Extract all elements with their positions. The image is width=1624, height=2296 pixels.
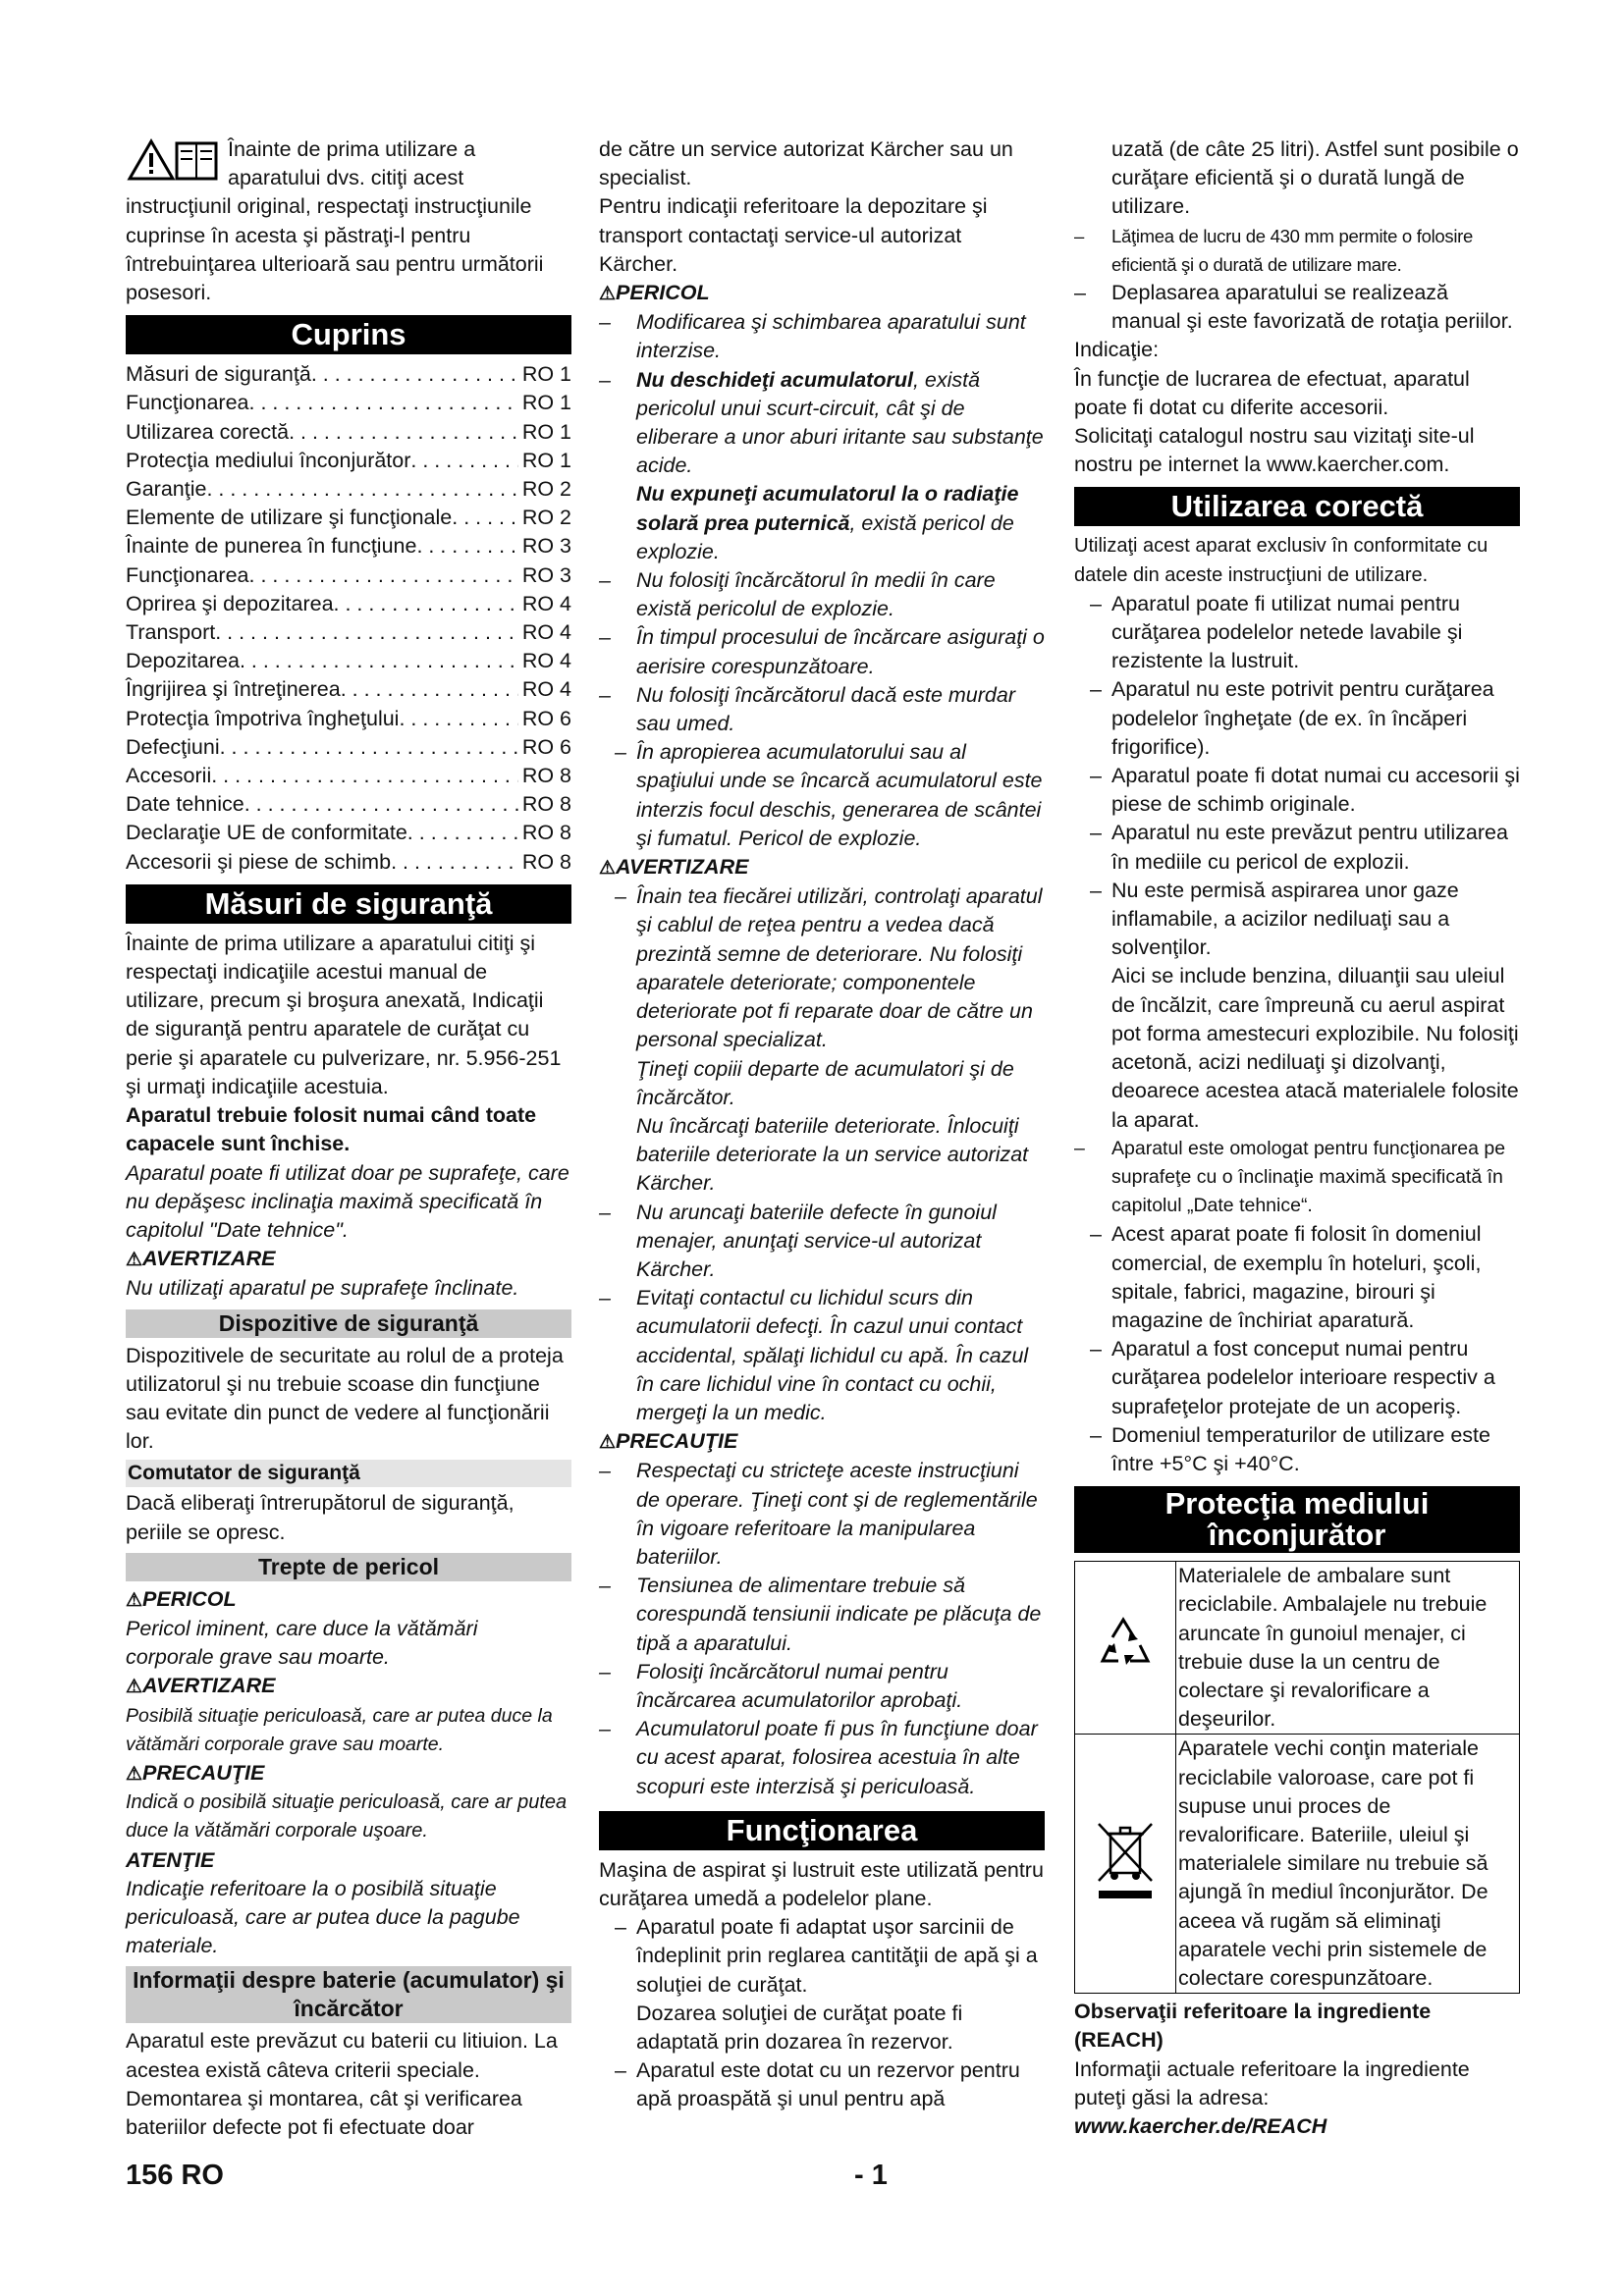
toc-item[interactable]	[126, 475, 571, 504]
toc-item-page: RO 1	[521, 419, 571, 444]
toc-leader	[407, 819, 518, 847]
toc-leader	[416, 532, 517, 561]
list-item-continuation: Nu expuneţi acumulatorul la o radiaţie solară prea puternică, există pericol de explozie.	[636, 482, 1019, 563]
page-number-left: 156 RO	[126, 2160, 224, 2191]
toc-item[interactable]	[126, 675, 571, 704]
toc-item-label: Înainte de punerea în funcţiune	[126, 534, 417, 559]
toc-item-label: Funcţionarea	[126, 391, 249, 415]
list-item: – Nu folosiţi încărcătorul dacă este murdar sau umed.	[599, 681, 1045, 738]
toc-item-label: Protecţia împotriva îngheţului	[126, 706, 400, 730]
toc-leader	[289, 418, 518, 447]
toc-leader	[311, 360, 518, 389]
recycle-cell	[1075, 1562, 1176, 1735]
safety-lids-note: Aparatul trebuie folosit numai când toate capacele sunt închise.	[126, 1103, 537, 1156]
toc-leader	[410, 447, 517, 475]
warning-triangle-icon: ⚠	[126, 1589, 143, 1611]
toc-item[interactable]	[126, 447, 571, 475]
toc-item-page: RO 8	[521, 821, 571, 845]
list-item: – Folosiţi încărcătorul numai pentru încărcarea acumulatorilor aprobaţi.	[599, 1658, 1045, 1715]
list-item: – Nu folosiţi încărcătorul în medii în care există pericolul de explozie.	[599, 566, 1045, 623]
warning-triangle-icon: ⚠	[126, 1250, 143, 1271]
toc-item-label: Măsuri de siguranţă	[126, 362, 311, 387]
proper-use-heading: Utilizarea corectă	[1074, 487, 1520, 526]
warning-manual-icon	[126, 135, 222, 190]
safety-heading: Măsuri de siguranţă	[126, 884, 571, 924]
toc-leader	[249, 561, 518, 590]
toc-item[interactable]	[126, 819, 571, 847]
battery-text: Aparatul este prevăzut cu baterii cu litiuion. La acestea există câteva criterii speciale. Demontarea şi montarea, cât şi verificarea bateriilor defecte pot fi efectuate doar	[126, 2029, 558, 2139]
toc-leader	[215, 618, 518, 647]
list-item-continuation: Dozarea soluţiei de curăţat poate fi adaptată prin dozarea în rezervor.	[636, 2001, 963, 2054]
list-item: – Aparatul poate fi utilizat numai pentru curăţarea podelelor netede lavabile şi rezistente la lustruit.	[1074, 590, 1520, 676]
list-item: – Acest aparat poate fi folosit în domeniul comercial, de exemplu în hoteluri, şcoli, spitale, fabrici, magazine, birouri şi magazine de închiriat aparatură.	[1074, 1220, 1520, 1335]
list-item: – Tensiunea de alimentare trebuie să corespundă tensiunii indicate pe plăcuţa de tipă a aparatului.	[599, 1572, 1045, 1658]
toc-item-label: Depozitarea	[126, 649, 240, 673]
toc-leader	[244, 790, 518, 819]
switch-text: Dacă eliberaţi întrerupătorul de siguranţă, periile se opresc.	[126, 1491, 514, 1544]
atentie-label: ATENŢIE	[126, 1847, 215, 1872]
warning-triangle-icon: ⚠	[599, 284, 617, 305]
precautie-label: ⚠PRECAUŢIE	[126, 1760, 265, 1785]
list-item: – Lăţimea de lucru de 430 mm permite o folosire eficientă şi o durată de utilizare mare.	[1074, 222, 1520, 279]
precautie-label: ⚠PRECAUŢIE	[599, 1429, 738, 1454]
toc-heading: Cuprins	[126, 315, 571, 354]
list-item: – În timpul procesului de încărcare asiguraţi o aerisire corespunzătoare.	[599, 623, 1045, 680]
toc-item[interactable]	[126, 360, 571, 389]
column-3	[1074, 135, 1520, 2141]
toc-item-label: Transport	[126, 620, 216, 645]
warning-triangle-icon: ⚠	[599, 858, 617, 880]
list-item: – Aparatul poate fi dotat numai cu accesorii şi piese de schimb originale.	[1074, 762, 1520, 819]
recycle-text: Materialele de ambalare sunt reciclabile. Ambalajele nu trebuie aruncate în gunoiul menajer, ci trebuie duse la un centru de colectare şi revalorificare a deşeurilor.	[1176, 1562, 1520, 1735]
atentie-text: Indicaţie referitoare la o posibilă situaţie periculoasă, care ar putea duce la pagube materiale.	[126, 1876, 520, 1958]
toc-item[interactable]	[126, 590, 571, 618]
toc-item[interactable]	[126, 504, 571, 532]
toc-item[interactable]	[126, 733, 571, 762]
toc-item-label: Funcţionarea	[126, 562, 249, 587]
toc-item[interactable]	[126, 790, 571, 819]
crossed-bin-icon	[1091, 1816, 1160, 1904]
note-text-2: Solicitaţi catalogul nostru sau vizitaţi site-ul nostru pe internet la www.kaercher.com.	[1074, 424, 1475, 477]
intro-text: Înainte de prima utilizare a aparatului dvs. citiţi acest instrucţiunil original, respectaţi instrucţiunile cuprinse în acesta şi păstraţi-l pentru întrebuinţarea ulterioară sau pentru următorii posesori.	[126, 137, 544, 305]
toc-item-label: Garanţie	[126, 477, 207, 502]
toc-item-page: RO 3	[521, 562, 571, 587]
warning-triangle-icon: ⚠	[126, 1677, 143, 1698]
table-row	[1075, 1735, 1520, 1994]
list-item-continuation: Ţineţi copiii departe de acumulatori şi de încărcător.	[636, 1056, 1014, 1109]
list-item: – Aparatul a fost conceput numai pentru curăţarea podelelor interioare respectiv a suprafeţelor protejate de un acoperiş.	[1074, 1335, 1520, 1421]
toc-item-label: Îngrijirea şi întreţinerea	[126, 677, 341, 702]
devices-heading: Dispozitive de siguranţă	[126, 1309, 571, 1338]
toc-item-page: RO 1	[521, 362, 571, 387]
toc-leader	[399, 705, 517, 733]
toc-item[interactable]	[126, 618, 571, 647]
toc-item-label: Declaraţie UE de conformitate	[126, 821, 407, 845]
intro-section	[126, 135, 571, 307]
reach-text: Informaţii actuale referitoare la ingrediente puteţi găsi la adresa:	[1074, 2056, 1470, 2109]
switch-heading: Comutator de siguranţă	[126, 1460, 571, 1487]
toc-item-page: RO 3	[521, 534, 571, 559]
toc-item-page: RO 6	[521, 734, 571, 759]
note-text: În funcţie de lucrarea de efectuat, aparatul poate fi dotat cu diferite accesorii.	[1074, 366, 1470, 419]
toc-item-page: RO 1	[521, 391, 571, 415]
toc-leader	[334, 590, 518, 618]
list-item: – Aparatul este dotat cu un rezervor pentru apă proaspătă şi unul pentru apă	[599, 2056, 1045, 2113]
list-item: – Aparatul poate fi adaptat uşor sarcinii de îndeplinit prin reglarea cantităţii de apă şi a soluţiei de curăţat.	[599, 1913, 1045, 2000]
list-item: – Înain tea fiecărei utilizări, controlaţi aparatul şi cablul de reţea pentru a vedea dacă prezintă semne de deteriorare. Nu folosiţi aparatele deteriorate; componentele deteriorate pot fi reparate doar de către un personal specializat.	[599, 882, 1045, 1054]
reach-link[interactable]: www.kaercher.de/REACH	[1074, 2114, 1327, 2138]
toc-item-page: RO 4	[521, 649, 571, 673]
pericol-label: ⚠PERICOL	[599, 281, 710, 305]
toc-item[interactable]	[126, 848, 571, 877]
toc-leader	[452, 504, 518, 532]
toc-item-label: Accesorii şi piese de schimb	[126, 849, 392, 874]
weee-cell	[1075, 1735, 1176, 1994]
safety-paragraph: Înainte de prima utilizare a aparatului citiţi şi respectaţi indicaţiile acestui manual de utilizare, precum şi broşura anexată, Indicaţii de siguranţă pentru aparatele de curăţat cu perie şi aparatele cu pulverizare, nr. 5.956-251 şi urmaţi indicaţiile acestuia.	[126, 931, 562, 1098]
toc-item-label: Utilizarea corectă	[126, 419, 290, 444]
avertizare-label: ⚠AVERTIZARE	[599, 855, 749, 880]
toc-list	[126, 360, 571, 877]
toc-item-page: RO 8	[521, 849, 571, 874]
column-2	[599, 135, 1045, 2114]
storage-note: Pentru indicaţii referitoare la depozitare şi transport contactaţi service-ul autorizat Kärcher.	[599, 194, 988, 276]
warning-triangle-icon: ⚠	[599, 1432, 617, 1454]
toc-item[interactable]	[126, 561, 571, 590]
toc-item-label: Date tehnice	[126, 792, 244, 817]
avertizare-text: Posibilă situaţie periculoasă, care ar putea duce la vătămări corporale grave sau moarte.	[126, 1704, 553, 1755]
environment-table	[1074, 1561, 1520, 1994]
toc-leader	[206, 475, 517, 504]
list-item: – Nu aruncaţi bateriile defecte în gunoiul menajer, anunţaţi service-ul autorizat Kärcher.	[599, 1199, 1045, 1285]
toc-item-label: Oprirea şi depozitarea	[126, 591, 334, 615]
toc-item-page: RO 4	[521, 677, 571, 702]
table-row	[1075, 1562, 1520, 1735]
list-item: – Deplasarea aparatului se realizează manual şi este favorizată de rotaţia periilor.	[1074, 279, 1520, 336]
list-item: – Aparatul nu este prevăzut pentru utilizarea în mediile cu pericol de explozii.	[1074, 819, 1520, 876]
list-item: – Modificarea şi schimbarea aparatului sunt interzise.	[599, 308, 1045, 365]
reach-heading: Observaţii referitoare la ingrediente (REACH)	[1074, 2000, 1432, 2053]
toc-item-label: Protecţia mediului înconjurător	[126, 448, 411, 472]
weee-text: Aparatele vechi conţin materiale reciclabile valoroase, care pot fi supuse unui proces de revalorificare. Bateriile, uleiul şi materialele similare nu trebuie să ajungă în mediul înconjurător. De aceea vă rugăm să eliminaţi aparatele vechi prin sistemele de colectare corespunzătoare.	[1176, 1735, 1520, 1994]
list-item: – Evitaţi contactul cu lichidul scurs din acumulatorii defecţi. În cazul unui contact accidental, spălaţi lichidul cu apă. În cazul în care lichidul vine în contact cu ochii, mergeţi la un medic.	[599, 1284, 1045, 1427]
toc-leader	[220, 733, 518, 762]
devices-text: Dispozitivele de securitate au rolul de a proteja utilizatorul şi nu trebuie scoase din funcţiune sau evitate din punct de vedere al funcţionării lor.	[126, 1343, 564, 1454]
list-item: – Domeniul temperaturilor de utilizare este între +5°C şi +40°C.	[1074, 1421, 1520, 1478]
toc-leader	[341, 675, 518, 704]
function-heading: Funcţionarea	[599, 1811, 1045, 1850]
warning-text: Nu utilizaţi aparatul pe suprafeţe înclinate.	[126, 1276, 519, 1301]
toc-item-page: RO 2	[521, 506, 571, 530]
tank-continued: uzată (de câte 25 litri). Astfel sunt posibile o curăţare eficientă şi o durată lungă de utilizare.	[1111, 137, 1519, 219]
toc-item[interactable]	[126, 705, 571, 733]
battery-heading: Informaţii despre baterie (acumulator) şi încărcător	[126, 1966, 571, 2023]
column-1	[126, 135, 571, 2142]
toc-leader	[249, 389, 518, 417]
toc-leader	[391, 848, 518, 877]
toc-item[interactable]	[126, 418, 571, 447]
pericol-label: ⚠PERICOL	[126, 1586, 237, 1611]
toc-leader	[211, 762, 518, 790]
toc-item-page: RO 4	[521, 591, 571, 615]
page-number-center: - 1	[854, 2160, 888, 2191]
pericol-text: Pericol iminent, care duce la vătămări corporale grave sau moarte.	[126, 1616, 478, 1670]
note-label: Indicaţie:	[1074, 338, 1160, 362]
list-item-continuation: Nu încărcaţi bateriile deteriorate. Înlocuiţi bateriile deteriorate la un service autorizat Kärcher.	[636, 1113, 1029, 1196]
toc-item[interactable]	[126, 762, 571, 790]
proper-use-intro: Utilizaţi acest aparat exclusiv în conformitate cu datele din aceste instrucţiuni de utilizare.	[1074, 535, 1489, 586]
precautie-text: Indică o posibilă situaţie periculoasă, care ar putea duce la vătămări corporale uşoare.	[126, 1791, 568, 1842]
toc-item-label: Elemente de utilizare şi funcţionale	[126, 506, 453, 530]
toc-item-page: RO 8	[521, 764, 571, 788]
toc-item-page: RO 4	[521, 620, 571, 645]
environment-heading: Protecţia mediului înconjurător	[1074, 1486, 1520, 1553]
warning-triangle-icon: ⚠	[126, 1763, 143, 1785]
toc-item-page: RO 1	[521, 448, 571, 472]
list-item: – Acumulatorul poate fi pus în funcţiune doar cu acest aparat, folosirea acestuia în alte scopuri este interzisă şi periculoasă.	[599, 1715, 1045, 1801]
avertizare-label: ⚠AVERTIZARE	[126, 1674, 276, 1698]
list-item: – Aparatul nu este potrivit pentru curăţarea podelelor îngheţate (de ex. în încăperi frigorifice).	[1074, 675, 1520, 762]
toc-item-label: Accesorii	[126, 764, 212, 788]
toc-item[interactable]	[126, 532, 571, 561]
toc-item-label: Defecţiuni	[126, 734, 220, 759]
toc-item-page: RO 8	[521, 792, 571, 817]
list-item: – Nu deschideţi acumulatorul, există pericolul unui scurt-circuit, cât şi de eliberare a unor aburi iritante sau substanţe acide.	[599, 366, 1045, 481]
toc-item[interactable]	[126, 647, 571, 675]
function-text: Maşina de aspirat şi lustruit este utilizată pentru curăţarea umedă a podelelor plane.	[599, 1857, 1044, 1910]
safety-slope-note: Aparatul poate fi utilizat doar pe suprafeţe, care nu depăşesc inclinaţia maximă specificată în capitolul "Date tehnice".	[126, 1160, 569, 1242]
toc-item[interactable]	[126, 389, 571, 417]
levels-heading: Trepte de pericol	[126, 1553, 571, 1581]
list-item: – Nu este permisă aspirarea unor gaze inflamabile, a acizilor nediluaţi sau a solvenţilor.	[1074, 877, 1520, 963]
toc-item-page: RO 6	[521, 706, 571, 730]
list-item: – Respectaţi cu stricteţe aceste instrucţiuni de operare. Ţineţi cont şi de reglementările în vigoare referitoare la manipularea bateriilor.	[599, 1457, 1045, 1572]
list-item: – În apropierea acumulatorului sau al spaţiului unde se încarcă acumulatorul este interzis focul deschis, generarea de scântei şi fumatul. Pericol de explozie.	[599, 738, 1045, 853]
service-continued: de către un service autorizat Kärcher sau un specialist.	[599, 137, 1013, 190]
recycle-icon	[1091, 1610, 1160, 1679]
toc-item-page: RO 2	[521, 477, 571, 502]
toc-leader	[240, 647, 518, 675]
list-item: – Aparatul este omologat pentru funcţionarea pe suprafeţe cu o înclinaţie maximă specificată în capitolul „Date tehnice“.	[1074, 1135, 1520, 1221]
warning-label: ⚠AVERTIZARE	[126, 1247, 276, 1271]
list-item-continuation: Aici se include benzina, diluanţii sau uleiul de încălzit, care împreună cu aerul aspirat pot forma amestecuri explozibile. Nu folosiţi acetonă, acizi nediluaţi şi dizolvanţi, deoarece acestea atacă materialele folosite la aparat.	[1111, 964, 1519, 1132]
